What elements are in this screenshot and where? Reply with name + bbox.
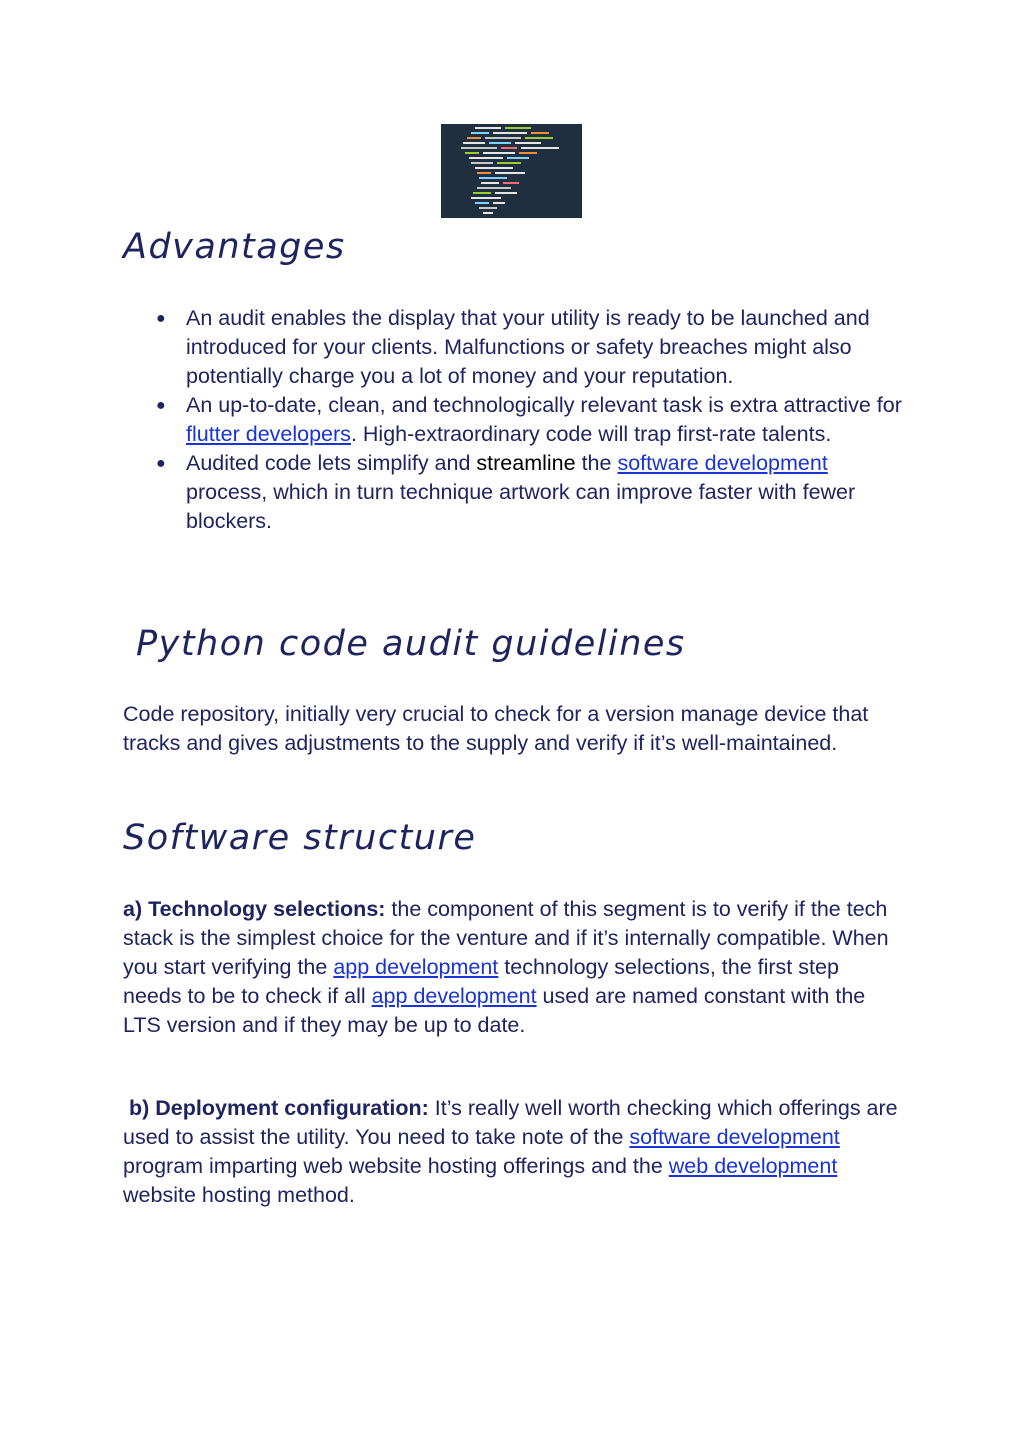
list-item-text: An up-to-date, clean, and technologically relevant task is extra attractive for bbox=[186, 393, 902, 417]
software-structure-heading: Software structure bbox=[123, 818, 477, 858]
bullet-icon: ● bbox=[156, 455, 166, 472]
deployment-configuration-label: b) Deployment configuration: bbox=[129, 1096, 429, 1120]
paragraph-text: It’s really well worth checking which offerings are used to assist the utility. You need to take note of the bbox=[123, 1096, 898, 1149]
list-item bbox=[150, 304, 910, 391]
streamline-word: streamline bbox=[476, 451, 576, 475]
advantages-heading: Advantages bbox=[123, 227, 346, 267]
deployment-configuration-paragraph bbox=[123, 1094, 903, 1210]
list-item-text: process, which in turn technique artwork can improve faster with fewer blockers. bbox=[186, 480, 856, 533]
technology-selections-label: a) Technology selections: bbox=[123, 897, 386, 921]
paragraph-text: the component of this segment is to verify if the tech stack is the simplest choice for the venture and if it’s internally compatible. When you start verifying the bbox=[123, 897, 889, 979]
paragraph-text: technology selections, the first step needs to be to check if all bbox=[123, 955, 839, 1008]
software-development-link-2[interactable]: software development bbox=[629, 1125, 840, 1149]
app-development-link-2[interactable]: app development bbox=[371, 984, 537, 1008]
code-screenshot-image bbox=[441, 124, 582, 218]
paragraph-text: used are named constant with the LTS version and if they may be up to date. bbox=[123, 984, 866, 1037]
bullet-icon: ● bbox=[156, 310, 166, 327]
bullet-icon: ● bbox=[156, 397, 166, 414]
web-development-link[interactable]: web development bbox=[668, 1154, 838, 1178]
paragraph-text: website hosting method. bbox=[123, 1183, 355, 1207]
technology-selections-paragraph bbox=[123, 895, 893, 1040]
software-development-link[interactable]: software development bbox=[617, 451, 828, 475]
list-item-text: the bbox=[575, 451, 618, 475]
python-paragraph: Code repository, initially very crucial to check for a version manage device that tracks and gives adjustments to the supply and verify if it’s well-maintained. bbox=[123, 702, 869, 755]
list-item-text: Audited code lets simplify and bbox=[186, 451, 477, 475]
python-guidelines-heading: Python code audit guidelines bbox=[136, 624, 686, 664]
app-development-link[interactable]: app development bbox=[333, 955, 499, 979]
paragraph-text: program imparting web website hosting offerings and the bbox=[123, 1154, 669, 1178]
advantages-list bbox=[150, 304, 910, 536]
list-item-text: . High-extraordinary code will trap first-rate talents. bbox=[350, 422, 832, 446]
list-item bbox=[150, 449, 910, 536]
list-item-text: An audit enables the display that your utility is ready to be launched and introduced for your clients. Malfunctions or safety breaches might also potentially charge you a lot of money and your reputation. bbox=[186, 306, 870, 388]
flutter-developers-link[interactable]: flutter developers bbox=[186, 422, 351, 446]
list-item bbox=[150, 391, 910, 449]
